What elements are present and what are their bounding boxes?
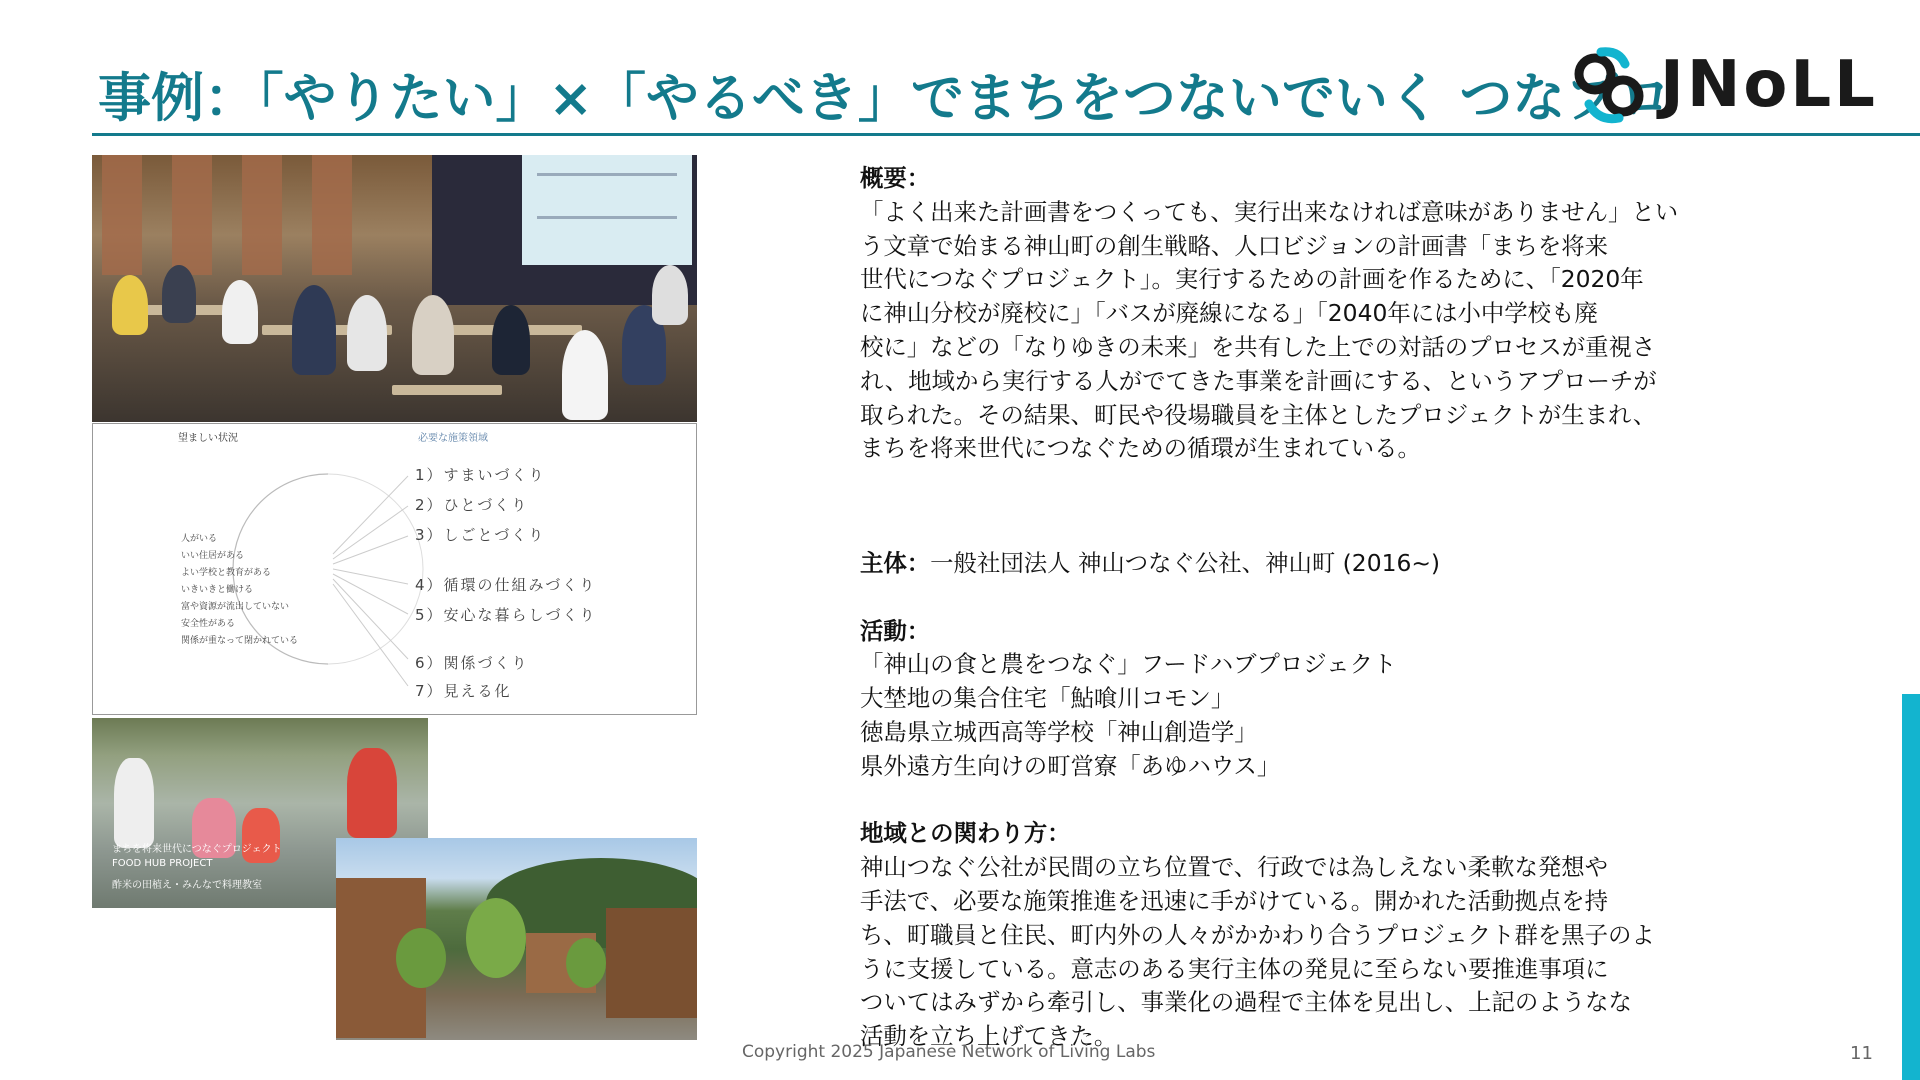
diagram-left-item: 人がいる — [181, 534, 218, 544]
activity-heading: 活動： — [860, 616, 931, 645]
diagram-right-item: 3）しごとづくり — [415, 526, 546, 544]
diagram-left-item: 関係が重なって閉かれている — [181, 636, 299, 646]
diagram-left-item: 安全性がある — [181, 619, 236, 629]
accent-side-bar — [1902, 694, 1920, 1080]
diagram-left-item: いきいきと働ける — [181, 585, 254, 595]
relation-line: ついてはみずから牽引し、事業化の過程で主体を見出し、上記のようなな — [860, 988, 1632, 1017]
relation-line: 活動を立ち上げてきた。 — [860, 1022, 1118, 1051]
relation-line: うに支援している。意志のある実行主体の発見に至らない要推進事項に — [860, 954, 1609, 983]
overview-heading: 概要： — [860, 164, 931, 192]
diagram-right-header: 必要な施策領域 — [418, 433, 488, 444]
relation-line: 手法で、必要な施策推進を迅速に手がけている。開かれた活動拠点を持 — [860, 886, 1609, 915]
overview-line: 「よく出来た計画書をつくっても、実行出来なければ意味がありません」とい — [860, 197, 1679, 226]
actor-heading: 主体： — [860, 548, 931, 577]
title-underline — [92, 133, 1920, 136]
relation-line: ち、町職員と住民、町内外の人々がかかわり合うプロジェクト群を黒子のよ — [860, 920, 1655, 949]
policy-diagram — [92, 423, 697, 715]
diagram-right-item: 2）ひとづくり — [415, 496, 529, 514]
activity-line: 県外遠方生向けの町営寮「あゆハウス」 — [860, 751, 1281, 780]
overview-line: に神山分校が廃校に」「バスが廃線になる」「2040年には小中学校も廃 — [860, 299, 1598, 328]
diagram-left-item: いい住居がある — [181, 551, 245, 561]
diagram-left-header: 望ましい状況 — [178, 433, 238, 444]
field-caption-line: FOOD HUB PROJECT — [112, 858, 213, 869]
diagram-right-item: 1）すまいづくり — [415, 466, 546, 484]
overview-line: まちを将来世代につなぐための循環が生まれている。 — [860, 434, 1421, 463]
diagram-right-item: 5）安心な暮らしづくり — [415, 606, 597, 624]
relation-heading: 地域との関わり方： — [860, 819, 1071, 848]
page-title: 事例：「やりたい」×「やるべき」でまちをつないでいく つなプロ — [98, 68, 1672, 129]
actor-line — [860, 547, 1680, 581]
overview-line: う文章で始まる神山町の創生戦略、人口ビジョンの計画書「まちを将来 — [860, 231, 1609, 260]
overview-line: 取られた。その結果、町民や役場職員を主体としたプロジェクトが生まれ、 — [860, 400, 1657, 429]
field-caption-line: 酢米の田植え・みんなで料理教室 — [112, 880, 262, 891]
housing-complex-photo — [336, 838, 697, 1040]
chain-link-icon — [1565, 46, 1655, 126]
logo-wordmark: JNoLL — [1660, 48, 1878, 122]
activity-line: 徳島県立城西高等学校「神山創造学」 — [860, 717, 1258, 746]
workshop-photo — [92, 155, 697, 422]
activity-line: 大埜地の集合住宅「鮎喰川コモン」 — [860, 684, 1235, 713]
relation-line: 神山つなぐ公社が民間の立ち位置で、行政では為しえない柔軟な発想や — [860, 853, 1609, 882]
overview-line: れ、地域から実行する人がでてきた事業を計画にする、というアプローチが — [860, 366, 1657, 395]
field-caption-line: まちを将来世代につなぐプロジェクト — [112, 844, 282, 855]
overview-line: 校に」などの「なりゆきの未来」を共有した上での対話のプロセスが重視さ — [860, 332, 1656, 361]
diagram-right-item: 6）関係づくり — [415, 654, 529, 672]
jnoll-logo — [1565, 46, 1915, 126]
case-description — [860, 162, 1680, 1054]
diagram-left-item: よい学校と教育がある — [181, 568, 272, 578]
diagram-left-item: 富や資源が流出していない — [181, 602, 290, 612]
diagram-right-item: 7）見える化 — [415, 682, 512, 700]
page-number: 11 — [1850, 1043, 1873, 1064]
actor-text: 一般社団法人 神山つなぐ公社、神山町 (2016~) — [930, 548, 1441, 577]
copyright-footer: Copyright 2025 Japanese Network of Living Labs — [742, 1042, 1156, 1062]
activity-line: 「神山の食と農をつなぐ」フードハブプロジェクト — [860, 650, 1397, 679]
overview-line: 世代につなぐプロジェクト」。実行するための計画を作るために、「2020年 — [860, 265, 1644, 294]
diagram-right-item: 4）循環の仕組みづくり — [415, 576, 597, 594]
